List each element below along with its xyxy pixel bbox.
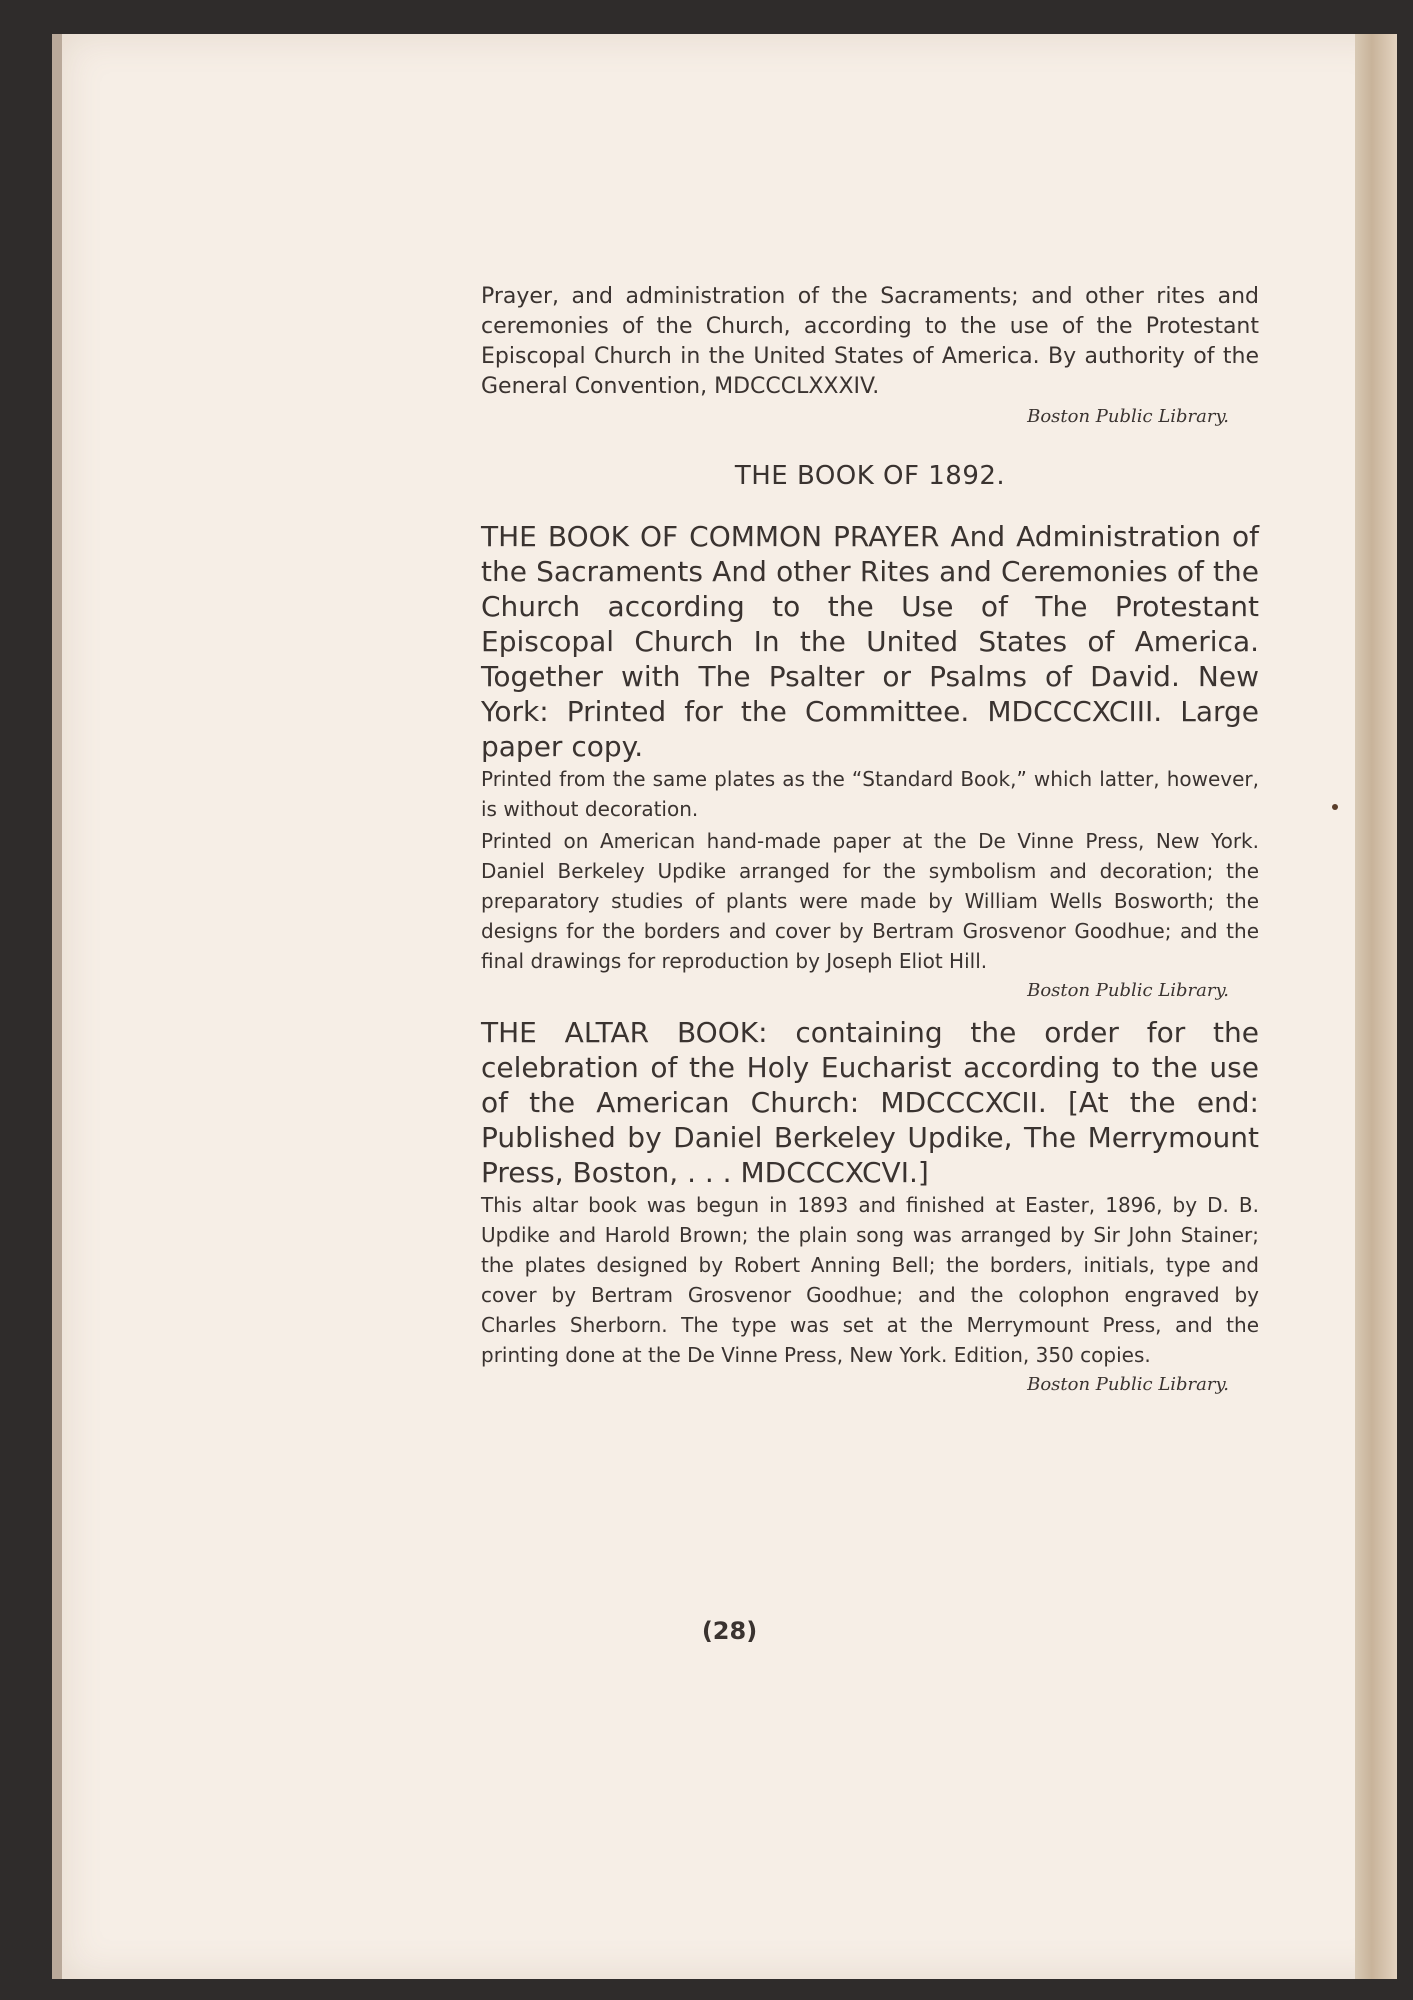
entry-2-note: This altar book was begun in 1893 and finished at Easter, 1896, by D. B. Updike and Harold Brown; the plain song was arranged by Sir John Stainer; the plates designed by Robert Anning Bell; the borders, initials, type and cover by Bertram Grosvenor Goodhue; and the colophon engraved by Charles Sherborn. The type was set at the Merrymount Press, and the printing done at the De Vinne Press, New York. Edition, 350 copies. <box>481 1193 1259 1367</box>
page-gutter <box>1355 34 1397 1979</box>
section-title: THE BOOK OF 1892. <box>734 461 1006 491</box>
continued-entry-text: Prayer, and administration of the Sacraments; and other rites and ceremonies of the Church, according to the use of the Protestant Episcopal Church in the United States of America. By authority of the General Convention, MDCCCLXXXIV. <box>481 284 1259 399</box>
entry-2-title: THE ALTAR BOOK: containing the order for the celebration of the Holy Eucharist according to the use of the American Church: MDCCCXCII. [At the end: Published by Daniel Berkeley Updike, The Merrymount Press, Boston, . . . MDCCCXCVI.] <box>481 1016 1259 1189</box>
entry-1-note-2: Printed on American hand-made paper at the De Vinne Press, New York. Daniel Berkeley Updike arranged for the symbolism and decoration; the preparatory studies of plants were made by William Wells Bosworth; the designs for the borders and cover by Bertram Grosvenor Goodhue; and the final drawings for reproduction by Joseph Eliot Hill. <box>481 829 1259 973</box>
library-attribution-3: Boston Public Library. <box>1027 1374 1229 1395</box>
book-page <box>52 34 1397 1979</box>
text-block <box>481 282 1259 1395</box>
page-number: (28) <box>701 1617 758 1645</box>
library-attribution-1: Boston Public Library. <box>1027 406 1229 427</box>
entry-1-note-1: Printed from the same plates as the “Standard Book,” which latter, however, is without decoration. <box>481 767 1259 821</box>
entry-1-title: THE BOOK OF COMMON PRAYER And Administration of the Sacraments And other Rites and Ceremonies of the Church according to the Use of The Protestant Episcopal Church In the United States of America. Together with The Psalter or Psalms of David. New York: Printed for the Committee. MDCCCXCIII. Large paper copy. <box>481 520 1259 763</box>
library-attribution-2: Boston Public Library. <box>1027 980 1229 1001</box>
ink-dot <box>1332 804 1338 810</box>
